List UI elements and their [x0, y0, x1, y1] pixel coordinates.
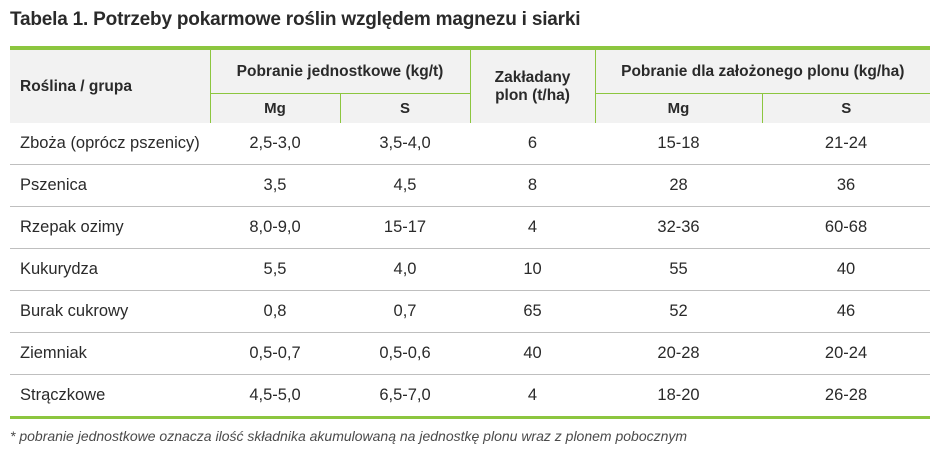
header-plant-group: Roślina / grupa: [10, 50, 210, 123]
cell-mg-unit: 5,5: [210, 249, 340, 291]
cell-mg-unit: 0,5-0,7: [210, 333, 340, 375]
cell-plant: Strączkowe: [10, 375, 210, 418]
cell-s-total: 21-24: [824, 134, 868, 152]
cell-plant: Pszenica: [10, 165, 210, 207]
cell-yield: 8: [470, 165, 595, 207]
header-mg-total: Mg: [595, 94, 762, 124]
cell-s-total: 46: [762, 291, 930, 333]
cell-mg-unit: 3,5: [210, 165, 340, 207]
cell-plant: Kukurydza: [10, 249, 210, 291]
cell-s-total: 20-24: [762, 333, 930, 375]
cell-s-unit: 6,5-7,0: [340, 375, 470, 418]
cell-plant: Ziemniak: [10, 333, 210, 375]
cell-mg-total: 15-18: [657, 134, 700, 152]
cell-s-unit: 0,5-0,6: [340, 333, 470, 375]
cell-s-total: 26-28: [762, 375, 930, 418]
cell-s-unit: 3,5-4,0: [379, 134, 431, 152]
table-row: [10, 249, 930, 291]
cell-s-unit: 0,7: [340, 291, 470, 333]
cell-yield: 6: [527, 134, 538, 152]
cell-yield: 10: [470, 249, 595, 291]
header-total-uptake: Pobranie dla założonego plonu (kg/ha): [595, 50, 930, 94]
cell-yield: 4: [470, 207, 595, 249]
header-mg-unit: Mg: [210, 94, 340, 124]
table-row: [10, 165, 930, 207]
cell-s-total: 40: [762, 249, 930, 291]
header-s-unit: S: [340, 94, 470, 124]
table-title: Tabela 1. Potrzeby pokarmowe roślin względem magnezu i siarki: [10, 9, 581, 30]
header-s-total: S: [762, 94, 930, 124]
table-row: [10, 207, 930, 249]
cell-mg-total: 55: [595, 249, 762, 291]
cell-s-unit: 4,5: [340, 165, 470, 207]
cell-plant: Burak cukrowy: [10, 291, 210, 333]
cell-yield: 40: [470, 333, 595, 375]
cell-mg-unit: 4,5-5,0: [210, 375, 340, 418]
cell-s-unit: 15-17: [340, 207, 470, 249]
cell-plant: Rzepak ozimy: [10, 207, 210, 249]
table-row: [10, 375, 930, 418]
cell-mg-total: 32-36: [595, 207, 762, 249]
header-unit-uptake: Pobranie jednostkowe (kg/t): [210, 50, 470, 94]
table-row: [10, 123, 930, 165]
cell-mg-unit: 8,0-9,0: [210, 207, 340, 249]
header-yield: [470, 50, 595, 123]
footnote: * pobranie jednostkowe oznacza ilość składnika akumulowaną na jednostkę plonu wraz z plonem pobocznym: [10, 428, 688, 444]
cell-yield: 4: [470, 375, 595, 418]
cell-yield: 65: [470, 291, 595, 333]
cell-mg-unit: 0,8: [210, 291, 340, 333]
header-yield-line2: plon (t/ha): [495, 86, 570, 104]
cell-plant: Zboża (oprócz pszenicy): [20, 134, 200, 152]
cell-s-total: 60-68: [762, 207, 930, 249]
header-yield-line1: Zakładany: [494, 68, 571, 86]
cell-mg-total: 18-20: [595, 375, 762, 418]
nutrient-table: [10, 50, 930, 419]
cell-mg-total: 20-28: [595, 333, 762, 375]
cell-mg-total: 52: [595, 291, 762, 333]
cell-mg-total: 28: [595, 165, 762, 207]
cell-s-unit: 4,0: [340, 249, 470, 291]
table-row: [10, 333, 930, 375]
cell-mg-unit: 2,5-3,0: [249, 134, 301, 152]
table-row: [10, 291, 930, 333]
cell-s-total: 36: [762, 165, 930, 207]
